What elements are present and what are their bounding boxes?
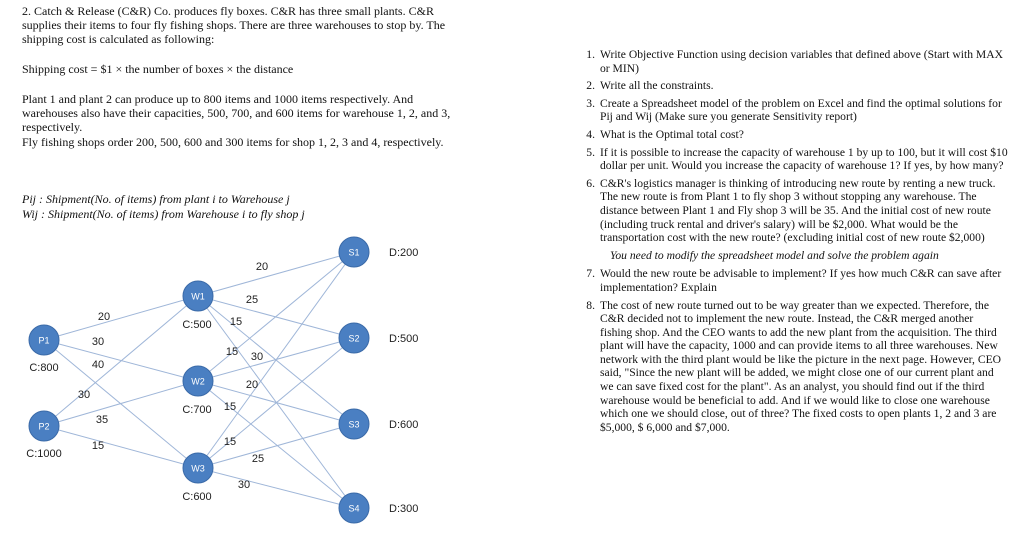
demand-s4: D:300 <box>389 503 419 515</box>
capacity-w1: C:500 <box>182 319 212 331</box>
edge-label-p2-w3: 15 <box>91 440 105 452</box>
question-text: C&R's logistics manager is thinking of introducing new route by renting a new truck. The new route is from Plant 1 to fly shop 3 without stopping any warehouse. The distance between Plant 1 and Fly shop 3 will be 35. And the initial cost of new route (including truck rental and driver's salary) will be $2,000. What would be the transportation cost with the new route? (excluding initial cost of new route $2,000) <box>600 176 996 245</box>
edge-label-w2-s3: 20 <box>245 379 259 391</box>
edge-label-p1-w3: 40 <box>91 359 105 371</box>
edge-w1-s1 <box>198 252 354 296</box>
question-number: 1. <box>586 48 595 61</box>
capacity-w3: C:600 <box>182 491 212 503</box>
edge-label-w2-s2: 30 <box>250 351 264 363</box>
node-label-w3: W3 <box>191 463 205 474</box>
edge-label-w3-s2: 25 <box>251 453 265 465</box>
question-number: 7. <box>586 267 595 281</box>
question-2 <box>580 79 1008 93</box>
edge-w2-s4 <box>198 381 354 508</box>
question-5 <box>580 146 1008 173</box>
question-text: What is the Optimal total cost? <box>600 127 744 141</box>
network-diagram <box>0 0 470 553</box>
question-7 <box>580 267 1008 294</box>
edge-label-w1-s1: 20 <box>255 261 269 273</box>
capacity-text: Plant 1 and plant 2 can produce up to 800 items and 1000 items respectively. And warehouses also have their capacities, 500, 700, and 600 items for warehouse 1, 2, and 3, respectively. <box>22 92 451 134</box>
node-label-s2: S2 <box>348 333 360 344</box>
question-number: 6. <box>586 176 595 190</box>
question-note: You need to modify the spreadsheet model and solve the problem again <box>610 248 939 262</box>
question-6 <box>580 177 1008 245</box>
question-text: Create a Spreadsheet model of the problem on Excel and find the optimal solutions for Pij and Wij (Make sure you generate Sensitivity report) <box>600 96 1002 124</box>
edge-p1-w1 <box>44 296 198 340</box>
node-label-p2: P2 <box>38 421 50 432</box>
edge-label-w3-s3: 30 <box>237 479 251 491</box>
demand-s2: D:500 <box>389 333 419 345</box>
question-number: 4. <box>586 127 595 141</box>
edge-label-w2-s1: 15 <box>225 346 239 358</box>
problem-intro: 2. Catch & Release (C&R) Co. produces fly boxes. C&R has three small plants. C&R supplies their items to four fly fishing shops. There are three warehouses to stop by. The shipping cost is calculated as following: <box>22 4 446 46</box>
edge-label-p2-w1: 30 <box>77 389 91 401</box>
orders-text: Fly fishing shops order 200, 500, 600 and 300 items for shop 1, 2, 3 and 4, respectively. <box>22 135 444 149</box>
variable-p-def: Pij : Shipment(No. of items) from plant i to Warehouse j <box>22 192 290 206</box>
question-text: If it is possible to increase the capacity of warehouse 1 by up to 100, but it will cost $10 dollar per unit. Would you increase the capacity of warehouse 1? If yes, by how many? <box>600 145 1008 173</box>
edge-p2-w3 <box>44 426 198 468</box>
edge-label-p1-w2: 30 <box>91 336 105 348</box>
demand-s1: D:200 <box>389 247 419 259</box>
question-number: 3. <box>586 96 595 110</box>
problem-panel <box>0 0 470 553</box>
capacity-w2: C:700 <box>182 404 212 416</box>
question-8 <box>580 299 1008 435</box>
edge-label-w3-s1: 15 <box>223 436 237 448</box>
node-label-p1: P1 <box>38 335 50 346</box>
capacity-p1: C:800 <box>29 362 59 374</box>
questions-panel <box>580 48 1008 438</box>
edge-w3-s4 <box>198 468 354 508</box>
edge-label-w1-s2: 25 <box>245 294 259 306</box>
edge-label-w1-s3: 15 <box>229 316 243 328</box>
question-text: The cost of new route turned out to be way greater than we expected. Therefore, the C&R decided not to implement the new route. Instead, the C&R merged another fishing shop. And the CEO wants to add the new plant from the acquisition. The third plant will have the capacity, 1000 and can provide items to all three warehouses. New network with the third plant would be like the picture in the next page. However, CEO said, "Since the new plant will be added, we might close one of our current plant and we can save fixed cost for the plant". As an analyst, you should find out if the third warehouse would be beneficial to add. And if we would like to close one warehouse which one we should close, out of three? The fixed costs to open plants 1, 2 and 3 are $5,000, $ 6,000 and $7,000. <box>600 298 1002 434</box>
question-number: 8. <box>586 298 595 312</box>
question-number: 2. <box>586 79 595 93</box>
node-label-w2: W2 <box>191 376 205 387</box>
node-label-s1: S1 <box>348 247 360 258</box>
node-label-s4: S4 <box>348 503 360 514</box>
edge-label-p2-w2: 35 <box>95 414 109 426</box>
question-text: Write Objective Function using decision variables that defined above (Start with MAX or MIN) <box>600 48 1003 75</box>
question-text: Would the new route be advisable to implement? If yes how much C&R can save after implementation? Explain <box>600 267 1002 294</box>
edge-label-w2-s4: 15 <box>223 401 237 413</box>
capacity-p2: C:1000 <box>26 448 62 460</box>
cost-formula: Shipping cost = $1 × the number of boxes × the distance <box>22 62 294 76</box>
question-4 <box>580 128 1008 142</box>
question-text: Write all the constraints. <box>600 79 714 93</box>
edge-p2-w1 <box>44 296 198 426</box>
edge-p2-w2 <box>44 381 198 426</box>
edge-w2-s1 <box>198 252 354 381</box>
edge-w3-s3 <box>198 424 354 468</box>
node-label-s3: S3 <box>348 419 360 430</box>
variable-w-def: Wij : Shipment(No. of items) from Warehouse i to fly shop j <box>22 207 305 221</box>
question-number: 5. <box>586 145 595 159</box>
edge-w3-s1 <box>198 252 354 468</box>
question-1 <box>580 48 1008 75</box>
question-3 <box>580 97 1008 124</box>
demand-s3: D:600 <box>389 419 419 431</box>
edge-w3-s2 <box>198 338 354 468</box>
node-label-w1: W1 <box>191 291 205 302</box>
edge-label-p1-w1: 20 <box>97 311 111 323</box>
